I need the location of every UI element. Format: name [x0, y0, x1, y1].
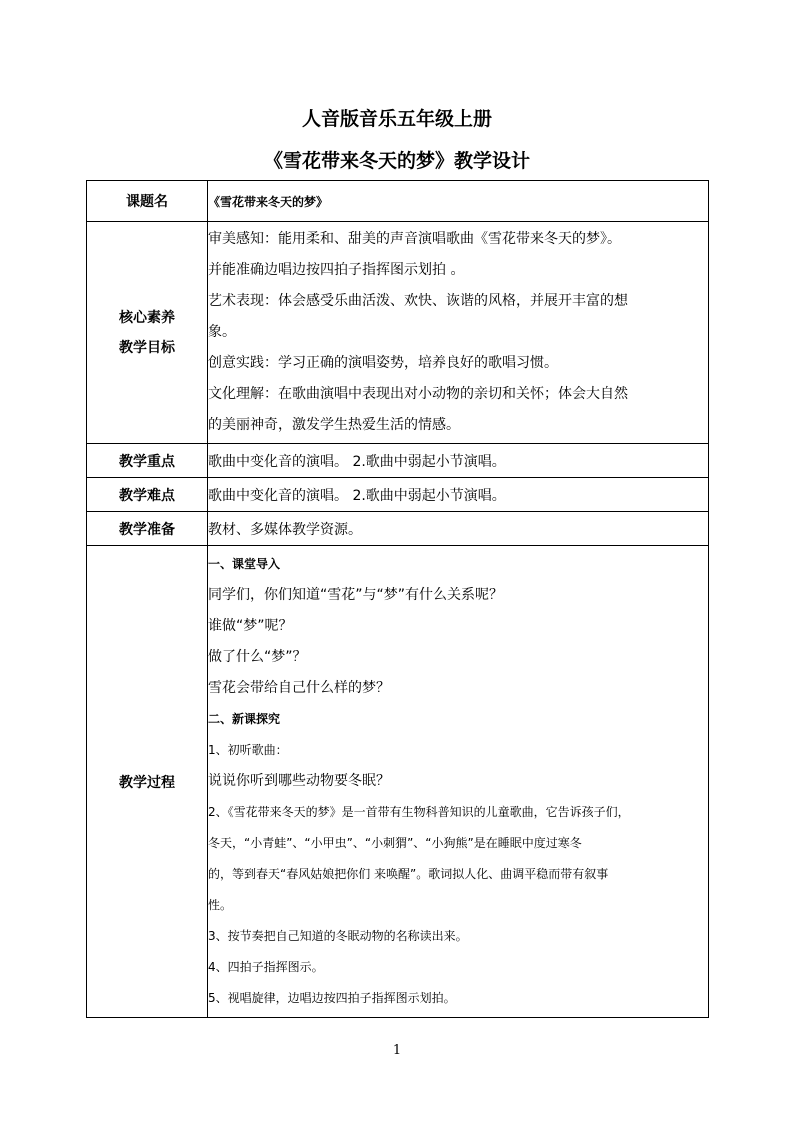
- process-section-title: 二、新课探究: [208, 712, 281, 726]
- process-line: 说说你听到哪些动物要冬眠？: [208, 773, 390, 789]
- process-line: 冬天，“小青蛙”、“小甲虫”、“小刺猬”、“小狗熊”是在睡眠中度过寒冬: [208, 836, 582, 850]
- difficulties-label: 教学难点: [87, 478, 208, 512]
- table-row-process: [87, 546, 709, 1018]
- process-line: 谁做“梦”呢？: [208, 618, 293, 634]
- table-row-difficulties: [87, 478, 709, 512]
- goals-content: [208, 222, 709, 444]
- table-row-key-points: [87, 444, 709, 478]
- goals-label-line1: 核心素养: [119, 309, 175, 326]
- page-number: 1: [392, 1043, 402, 1058]
- goals-line: 文化理解：在歌曲演唱中表现出对小动物的亲切和关怀；体会大自然: [208, 386, 628, 402]
- process-label: 教学过程: [87, 546, 208, 1018]
- difficulties-value: 歌曲中变化音的演唱。 2.歌曲中弱起小节演唱。: [208, 478, 709, 512]
- goals-line: 审美感知：能用柔和、甜美的声音演唱歌曲《雪花带来冬天的梦》。: [208, 231, 621, 247]
- process-section-title: 一、课堂导入: [208, 557, 281, 571]
- goals-label: [87, 222, 208, 444]
- goals-line: 的美丽神奇，激发学生热爱生活的情感。: [208, 417, 460, 433]
- topic-label: 课题名: [87, 181, 208, 222]
- table-row-topic: [87, 181, 709, 222]
- process-line: 性。: [208, 898, 233, 912]
- process-line: 同学们，你们知道“雪花”与“梦”有什么关系呢？: [208, 587, 504, 603]
- process-line: 的，等到春天“春风姑娘把你们 来唤醒”。歌词拟人化、曲调平稳而带有叙事: [208, 867, 609, 881]
- process-line: 1、初听歌曲：: [208, 743, 288, 757]
- process-content: [208, 546, 709, 1018]
- topic-value: 《雪花带来冬天的梦》: [208, 181, 709, 222]
- goals-line: 并能准确边唱边按四拍子指挥图示划拍 。: [208, 262, 465, 278]
- process-line: 雪花会带给自己什么样的梦？: [208, 680, 390, 696]
- document-title-line1: 人音版音乐五年级上册: [301, 108, 492, 130]
- preparation-value: 教材、多媒体教学资源。: [208, 512, 709, 546]
- lesson-plan-table: [86, 180, 709, 1018]
- document-title-line2: 《雪花带来冬天的梦》教学设计: [263, 150, 530, 172]
- goals-line: 创意实践：学习正确的演唱姿势，培养良好的歌唱习惯。: [208, 355, 558, 371]
- goals-line: 艺术表现：体会感受乐曲活泼、欢快、诙谐的风格，并展开丰富的想: [208, 293, 628, 309]
- preparation-label: 教学准备: [87, 512, 208, 546]
- process-line: 3、按节奏把自己知道的冬眠动物的名称读出来。: [208, 929, 468, 943]
- process-line: 5、视唱旋律，边唱边按四拍子指挥图示划拍。: [208, 991, 456, 1005]
- key-points-label: 教学重点: [87, 444, 208, 478]
- key-points-value: 歌曲中变化音的演唱。 2.歌曲中弱起小节演唱。: [208, 444, 709, 478]
- process-line: 2、《雪花带来冬天的梦》是一首带有生物科普知识的儿童歌曲，它告诉孩子们，: [208, 805, 630, 819]
- goals-label-line2: 教学目标: [119, 339, 175, 356]
- process-line: 做了什么“梦”？: [208, 649, 307, 665]
- table-row-goals: [87, 222, 709, 444]
- process-line: 4、四拍子指挥图示。: [208, 960, 324, 974]
- table-row-preparation: [87, 512, 709, 546]
- goals-line: 象。: [208, 324, 236, 340]
